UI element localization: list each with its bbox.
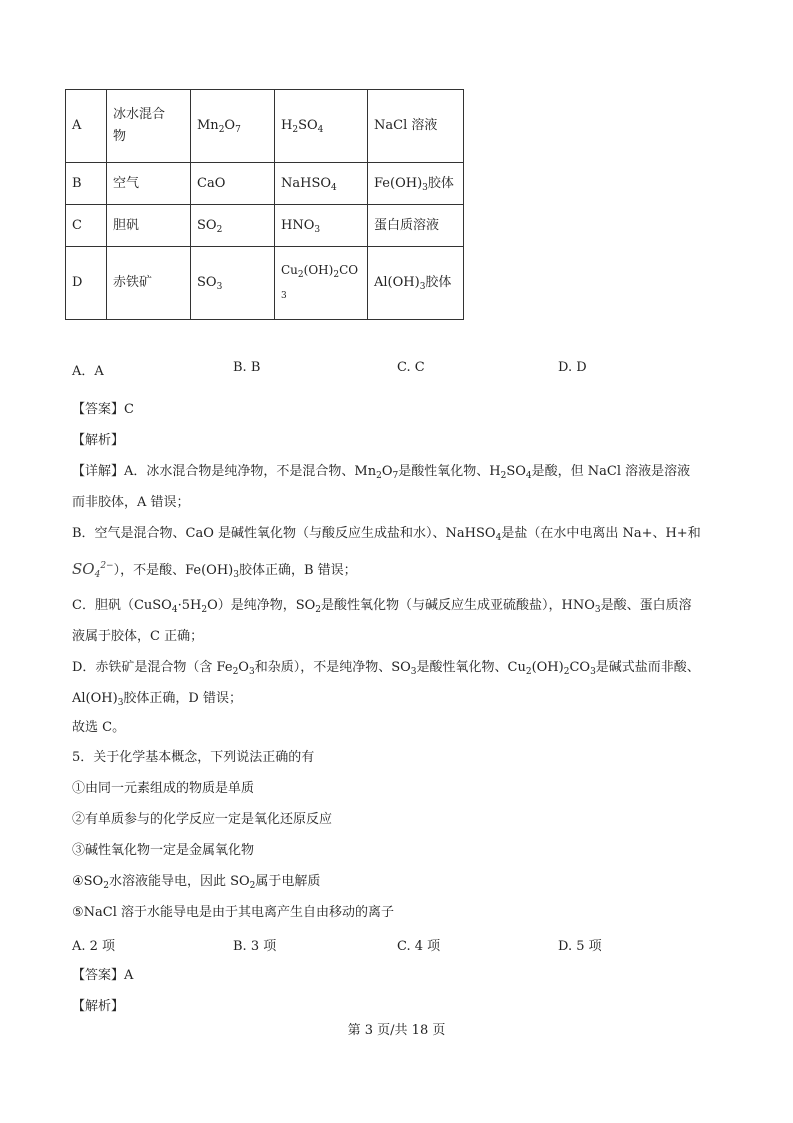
cell-colloid: NaCl 溶液 [368, 90, 464, 163]
q5-statement-4: $④SO_2$水溶液能导电，因此 $SO_2$属于电解质 [72, 874, 321, 891]
q5-statement-3: ③碱性氧化物一定是金属氧化物 [72, 843, 255, 858]
q5-stem: 5．关于化学基本概念，下列说法正确的有 [72, 750, 315, 765]
cell-mixture: 冰水混合 物 [107, 90, 191, 163]
detail-line-1: 【详解】A．冰水混合物是纯净物，不是混合物、$Mn_2O_7$是酸性氧化物、$H_2SO_4$是酸，但 NaCl 溶液是溶液 [72, 464, 691, 481]
row-label: C [66, 205, 107, 247]
detail-line-3: B．空气是混合物、CaO 是碱性氧化物（与酸反应生成盐和水）、NaHSO$_4$是盐（在水中电离出 Na+、H+和 [72, 526, 701, 543]
cell-acidic-oxide: $Mn_2O_7$ [191, 90, 275, 163]
answer-value: A [124, 968, 134, 983]
cell-colloid: 蛋白质溶液 [368, 205, 464, 247]
q5-statement-1: ①由同一元素组成的物质是单质 [72, 781, 255, 796]
row-label: A [66, 90, 107, 163]
answer-value: C [124, 402, 134, 417]
row-label: B [66, 163, 107, 205]
detail-line-8: $Al(OH)_3$胶体正确，D 错误； [72, 691, 242, 708]
q5-analysis-label: 【解析】 [72, 999, 125, 1014]
answer-label: 【答案】 [72, 402, 125, 417]
sulfate-ion-image: $SO_4^{2-}$ [72, 560, 114, 580]
cell-acid: NaHSO$_4$ [275, 163, 368, 205]
q5-option-c: C. 4 项 [397, 939, 441, 954]
conclusion: 故选 C。 [72, 720, 126, 735]
cell-acidic-oxide: $SO_2$ [191, 205, 275, 247]
table-row [66, 163, 464, 205]
page-footer: 第 3 页/共 18 页 [347, 1023, 446, 1038]
option-d: D. D [558, 360, 587, 375]
analysis-label: 【解析】 [72, 433, 125, 448]
cell-acidic-oxide: $SO_3$ [191, 247, 275, 320]
cell-mixture: 胆矾 [107, 205, 191, 247]
option-b: B. B [233, 360, 261, 375]
q5-option-a: A. 2 项 [72, 939, 116, 954]
table-row [66, 205, 464, 247]
detail-line-6: 液属于胶体，C 正确； [72, 629, 204, 644]
table-row [66, 90, 464, 163]
q5-option-b: B. 3 项 [233, 939, 277, 954]
q5-statement-2: ②有单质参与的化学反应一定是氧化还原反应 [72, 812, 333, 827]
answer-label: 【答案】 [72, 968, 125, 983]
cell-acid: $Cu_2(OH)_2CO$ 3 [275, 247, 368, 320]
q5-option-d: D. 5 项 [558, 939, 602, 954]
cell-mixture: 空气 [107, 163, 191, 205]
option-c: C. C [397, 360, 425, 375]
cell-colloid: $Fe(OH)_3$胶体 [368, 163, 464, 205]
q5-statement-5: ⑤NaCl 溶于水能导电是由于其电离产生自由移动的离子 [72, 905, 395, 920]
answer-line [72, 400, 134, 420]
cell-acidic-oxide: CaO [191, 163, 275, 205]
table-row [66, 247, 464, 320]
detail-line-4: $SO_4^{2-}$），不是酸、$Fe(OH)_3$胶体正确，B 错误； [72, 560, 357, 580]
q5-answer-line [72, 966, 133, 986]
cell-acid: $H_2SO_4$ [275, 90, 368, 163]
detail-line-7: D．赤铁矿是混合物（含 $Fe_2O_3$和杂质），不是纯净物、$SO_3$是酸性氧化物、$Cu_2(OH)_2CO_3$是碱式盐而非酸、 [72, 660, 700, 677]
option-a: A．A [72, 364, 104, 379]
cell-mixture: 赤铁矿 [107, 247, 191, 320]
cell-acid: $HNO_3$ [275, 205, 368, 247]
cell-colloid: $Al(OH)_3$胶体 [368, 247, 464, 320]
classification-table [65, 89, 464, 320]
detail-line-5: C．胆矾$(CuSO_4\cdot 5H_2O)$是纯净物，$SO_2$是酸性氧化物（与碱反应生成亚硫酸盐），$HNO_3$是酸、蛋白质溶 [72, 598, 692, 615]
row-label: D [66, 247, 107, 320]
detail-line-2: 而非胶体，A 错误； [72, 495, 190, 510]
